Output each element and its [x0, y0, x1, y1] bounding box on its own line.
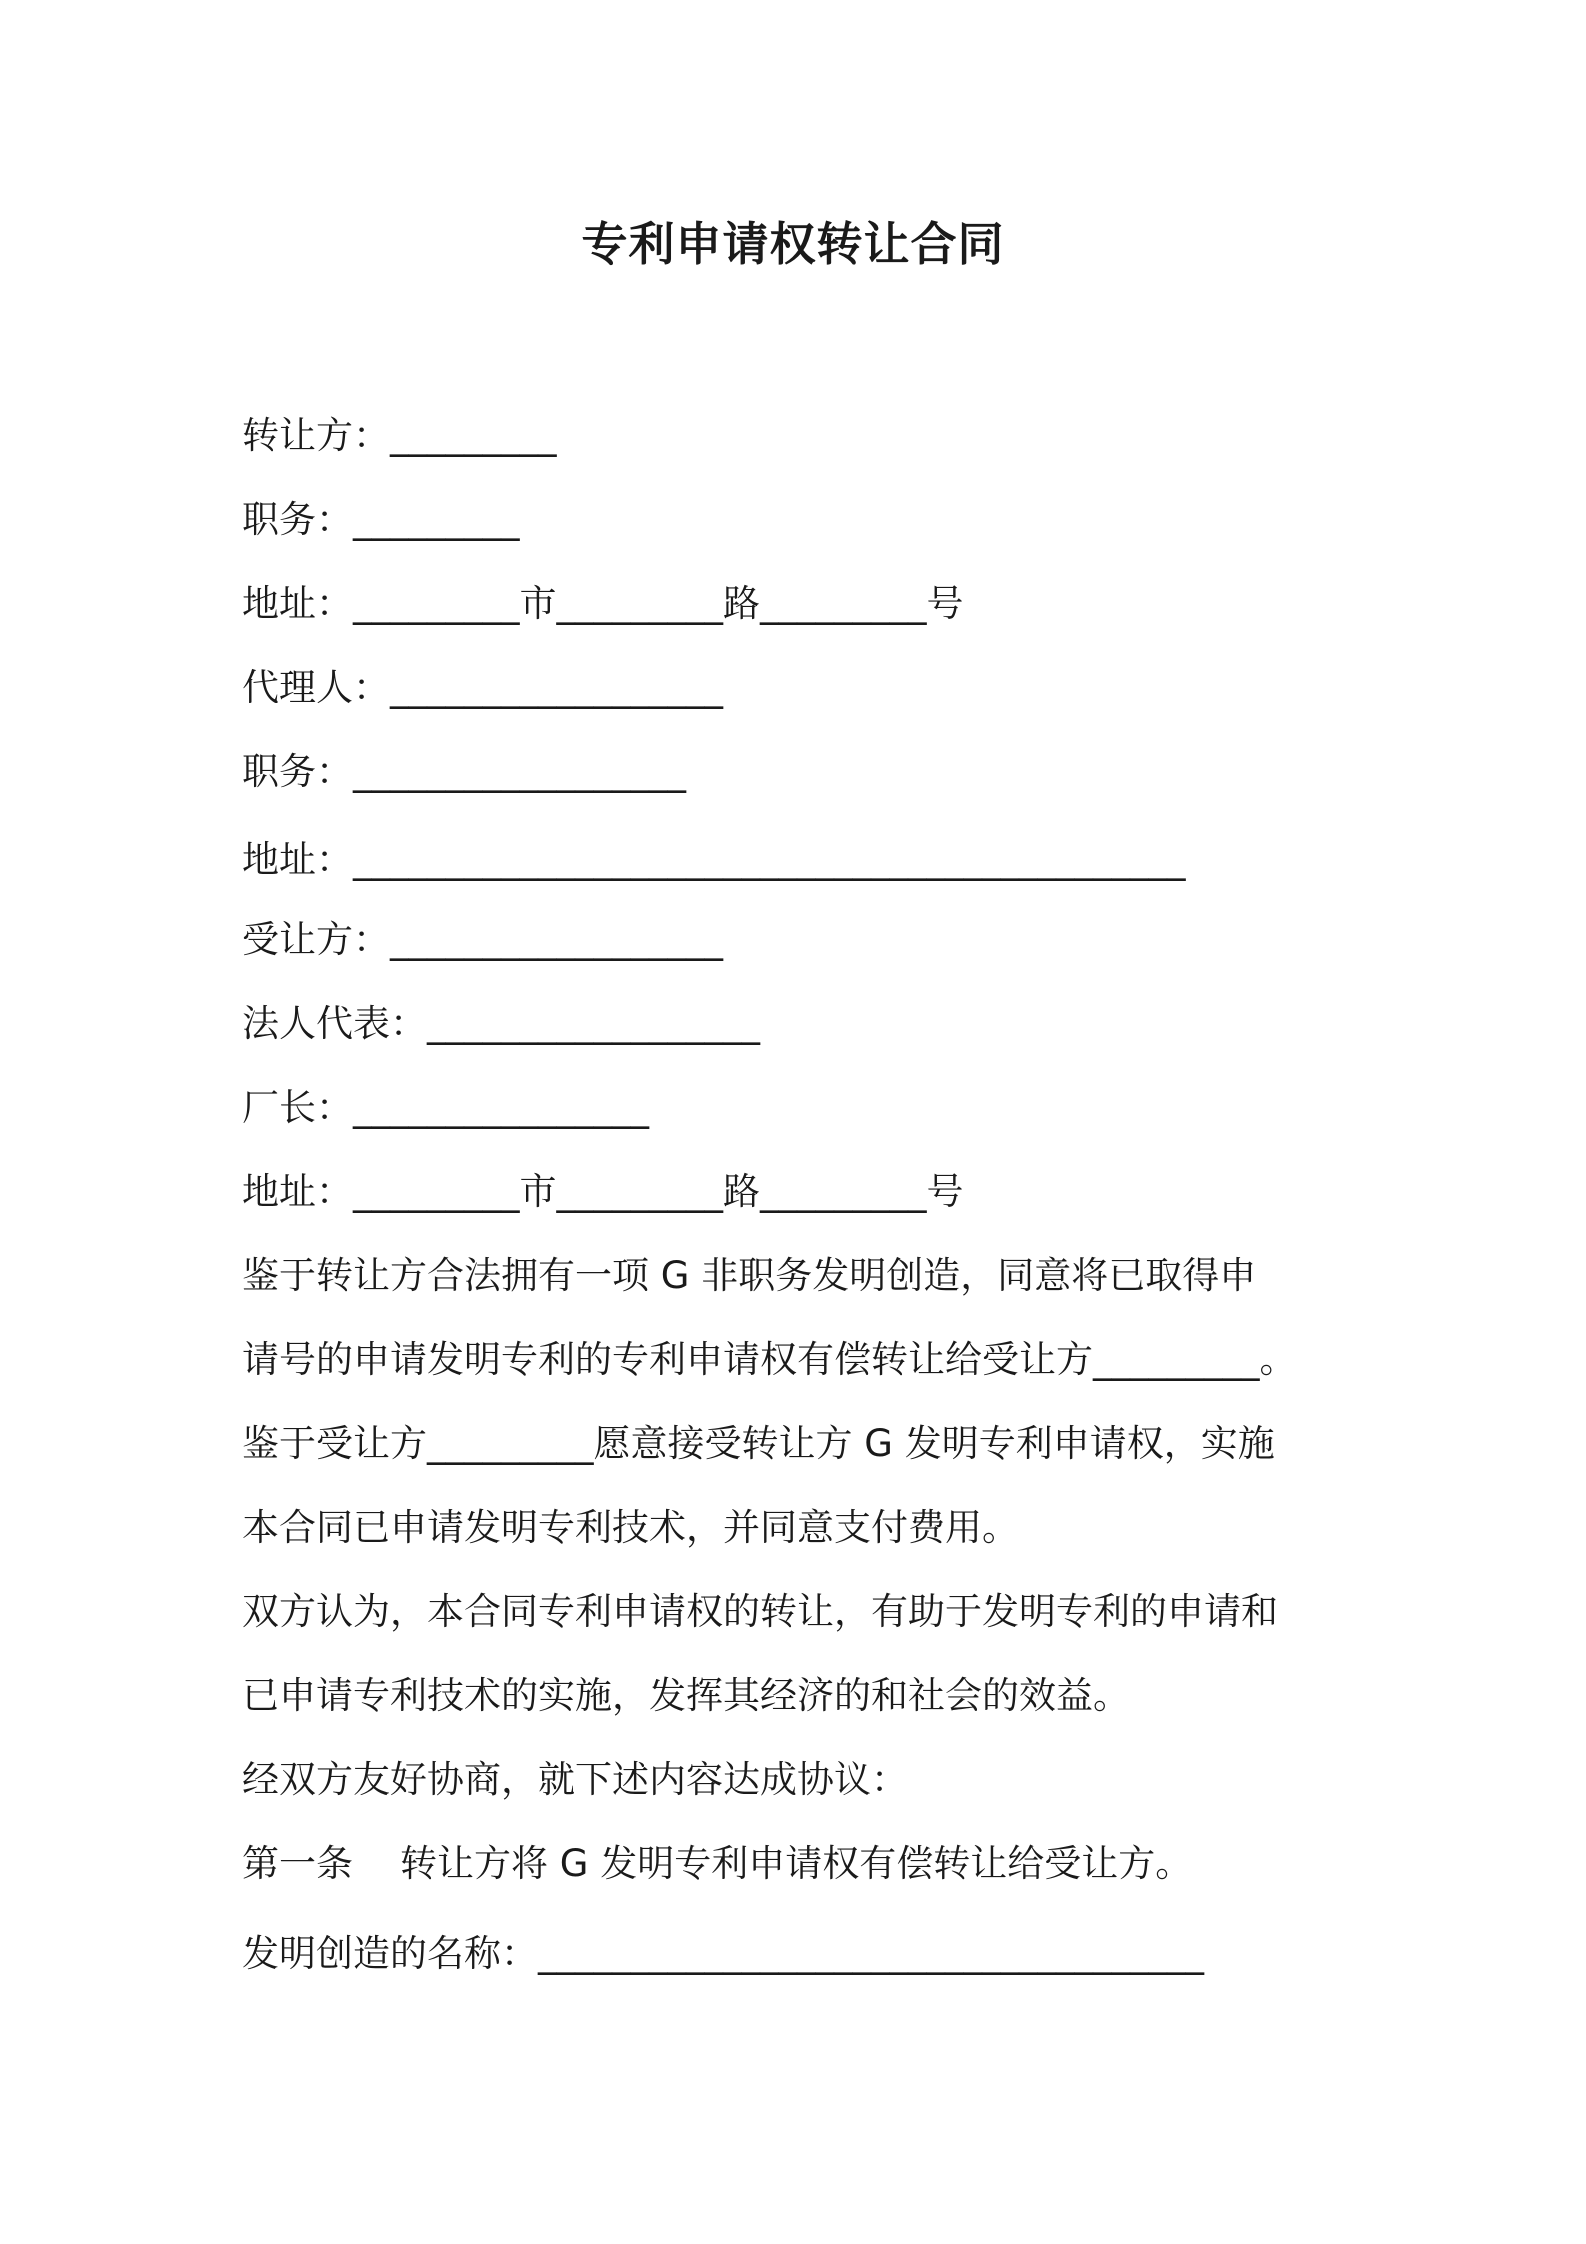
- paragraph-2-line-1: 鉴于受让方_________愿意接受转让方 G 发明专利申请权，实施: [242, 1422, 1275, 1465]
- legal-representative-line: 法人代表：__________________: [242, 1002, 760, 1045]
- transferee-line: 受让方：__________________: [242, 918, 723, 961]
- agent-address-line: 地址：_____________________________________________: [242, 838, 1186, 881]
- paragraph-2-line-2: 本合同已申请发明专利技术，并同意支付费用。: [242, 1506, 1019, 1549]
- agent-line: 代理人：__________________: [242, 666, 723, 709]
- transferee-address-line: 地址：_________市_________路_________号: [242, 1170, 964, 1213]
- paragraph-3-line-2: 已申请专利技术的实施，发挥其经济的和社会的效益。: [242, 1674, 1130, 1717]
- paragraph-1-line-2: 请号的申请发明专利的专利申请权有偿转让给受让方_________。: [242, 1338, 1297, 1381]
- factory-director-line: 厂长：________________: [242, 1086, 649, 1129]
- paragraph-4-line: 经双方友好协商，就下述内容达成协议：: [242, 1758, 908, 1801]
- article-1-line: 第一条 转让方将 G 发明专利申请权有偿转让给受让方。: [242, 1842, 1193, 1885]
- transferor-position-line: 职务：_________: [242, 498, 520, 541]
- document-title: 专利申请权转让合同: [581, 217, 1005, 271]
- agent-position-line: 职务：__________________: [242, 750, 686, 793]
- transferor-line: 转让方：_________: [242, 414, 557, 457]
- transferor-address-line: 地址：_________市_________路_________号: [242, 582, 964, 625]
- paragraph-1-line-1: 鉴于转让方合法拥有一项 G 非职务发明创造，同意将已取得申: [242, 1254, 1257, 1297]
- invention-name-line: 发明创造的名称：____________________________________: [242, 1932, 1204, 1975]
- paragraph-3-line-1: 双方认为，本合同专利申请权的转让，有助于发明专利的申请和: [242, 1590, 1278, 1633]
